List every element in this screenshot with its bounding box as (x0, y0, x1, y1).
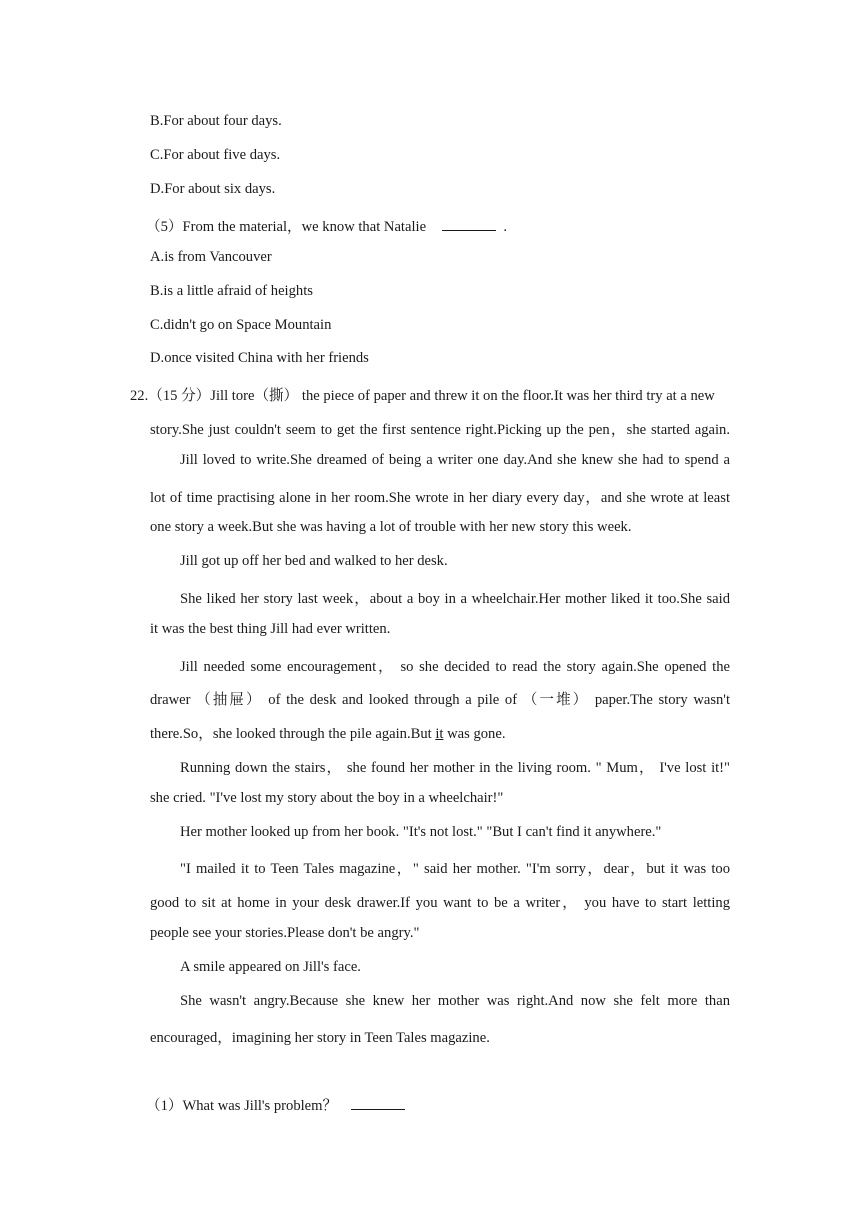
passage-line: Jill loved to write.She dreamed of being a writer one day.And she knew she had to spend a (180, 452, 730, 468)
option-4d: D.For about six days. (150, 181, 276, 197)
passage-line: She liked her story last week，about a boy in a wheelchair.Her mother liked it too.She said (180, 591, 730, 607)
passage-line: Running down the stairs， she found her mother in the living room. " Mum， I've lost it!" (180, 760, 730, 776)
answer-blank (442, 218, 496, 231)
passage-line: Jill tore（撕） the piece of paper and threw it on the floor.It was her third try at a new (210, 388, 715, 404)
option-4c: C.For about five days. (150, 147, 281, 163)
question-5 (146, 215, 507, 236)
passage-line: good to sit at home in your desk drawer.If you want to be a writer， you have to start letting (150, 895, 730, 911)
passage-line: She wasn't angry.Because she knew her mother was right.And now she felt more than (180, 993, 730, 1009)
passage-line: encouraged，imagining her story in Teen Tales magazine. (150, 1030, 490, 1046)
question-5-suffix: . (503, 219, 508, 235)
passage-line: A smile appeared on Jill's face. (180, 959, 361, 975)
underlined-word: it (435, 726, 444, 742)
question-number: 22. (130, 388, 149, 404)
passage-line: Her mother looked up from her book. "It's not lost." "But I can't find it anywhere." (180, 824, 662, 840)
question-22-header (130, 384, 730, 405)
passage-line: lot of time practising alone in her room.She wrote in her diary every day，and she wrote at least (150, 490, 730, 506)
question-text: （1）What was Jill's problem？ (146, 1098, 338, 1114)
passage-line: story.She just couldn't seem to get the first sentence right.Picking up the pen，she started again. (150, 422, 730, 438)
passage-line (150, 722, 505, 743)
passage-line: drawer （抽屉） of the desk and looked through a pile of （一堆） paper.The story wasn't (150, 692, 730, 708)
passage-text: there.So，she looked through the pile again.But (150, 726, 436, 742)
passage-line: Jill got up off her bed and walked to her desk. (180, 553, 448, 569)
option-5d: D.once visited China with her friends (150, 350, 369, 366)
question-score: （15 分） (148, 388, 211, 404)
passage-line: people see your stories.Please don't be angry." (150, 925, 420, 941)
passage-line: Jill needed some encouragement， so she decided to read the story again.She opened the (180, 659, 730, 675)
question-5-text: （5）From the material，we know that Natalie (146, 219, 427, 235)
option-5a: A.is from Vancouver (150, 249, 272, 265)
option-4b: B.For about four days. (150, 113, 282, 129)
passage-line: she cried. "I've lost my story about the boy in a wheelchair!" (150, 790, 504, 806)
answer-blank (351, 1097, 405, 1110)
option-5c: C.didn't go on Space Mountain (150, 317, 332, 333)
passage-text: was gone. (443, 726, 506, 742)
question-22-1 (146, 1094, 405, 1115)
passage-line: "I mailed it to Teen Tales magazine，" said her mother. "I'm sorry，dear，but it was too (180, 861, 730, 877)
option-5b: B.is a little afraid of heights (150, 283, 313, 299)
passage-line: one story a week.But she was having a lot of trouble with her new story this week. (150, 519, 632, 535)
passage-line: it was the best thing Jill had ever written. (150, 621, 391, 637)
